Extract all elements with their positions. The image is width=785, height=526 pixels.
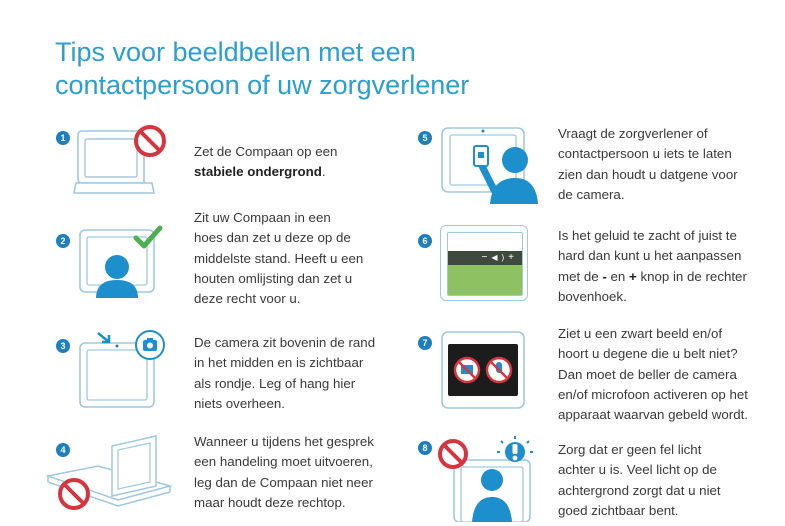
step-5-text: Vraagt de zorgverlener of contactpersoon u iets te laten zien dan houdt u datgene voor de camera. — [558, 126, 738, 202]
speaker-icon: ◀) — [491, 253, 509, 262]
title-line-1: Tips voor beeldbellen met een — [55, 37, 416, 67]
tablet-lying-illustration — [38, 428, 178, 520]
step-number-badge: 1 — [56, 131, 70, 145]
volume-bar — [448, 251, 522, 265]
step-number-badge: 8 — [418, 441, 432, 455]
show-item-illustration — [436, 122, 540, 206]
step-number-badge: 7 — [418, 336, 432, 350]
person-icon — [105, 255, 129, 279]
step-number-badge: 4 — [56, 443, 70, 457]
volume-plus-icon: + — [508, 252, 518, 263]
step-6-text: Is het geluid te zacht of juist te hard dan kunt u het aanpassen met de - en + knop in de rechter bovenhoek. — [558, 228, 747, 304]
tablet-camera-illustration — [74, 325, 174, 415]
volume-minus-icon: − — [481, 252, 492, 263]
step-number-badge: 2 — [56, 234, 70, 248]
step-3-text: De camera zit bovenin de rand in het midden en is zichtbaar als rondje. Leg of hang hier niets overheen. — [194, 335, 376, 411]
step-number-badge: 5 — [418, 131, 432, 145]
arrow-icon — [98, 333, 109, 342]
volume-illustration — [440, 225, 528, 301]
person-icon — [481, 469, 503, 491]
person-icon — [502, 147, 528, 173]
step-8-text: Zorg dat er geen fel licht achter u is. Veel licht op de achtergrond zorgt dat u niet goed zichtbaar bent. — [558, 442, 721, 518]
backlight-illustration — [436, 434, 546, 522]
tablet-upright-illustration — [74, 220, 174, 310]
tablet-stable-illustration — [72, 121, 178, 201]
title-line-2: contactpersoon of uw zorgverlener — [55, 70, 470, 100]
camera-mic-off-illustration — [436, 324, 532, 414]
page-title — [55, 36, 575, 102]
step-4-text: Wanneer u tijdens het gesprek een handeling moet uitvoeren, leg dan de Compaan niet neer maar houdt deze rechtop. — [194, 434, 374, 510]
step-7-text: Ziet u een zwart beeld en/of hoort u degene die u belt niet? Dan moet de beller de camera en/of microfoon activeren op het apparaat waarvan gebeld wordt. — [558, 326, 748, 423]
step-1-text: Zet de Compaan op een stabiele ondergrond. — [194, 144, 338, 180]
step-number-badge: 6 — [418, 234, 432, 248]
step-2-text: Zit uw Compaan in een hoes dan zet u deze op de middelste stand. Heeft u een houten omlijsting dan zet u deze recht voor u. — [194, 210, 364, 307]
step-number-badge: 3 — [56, 339, 70, 353]
